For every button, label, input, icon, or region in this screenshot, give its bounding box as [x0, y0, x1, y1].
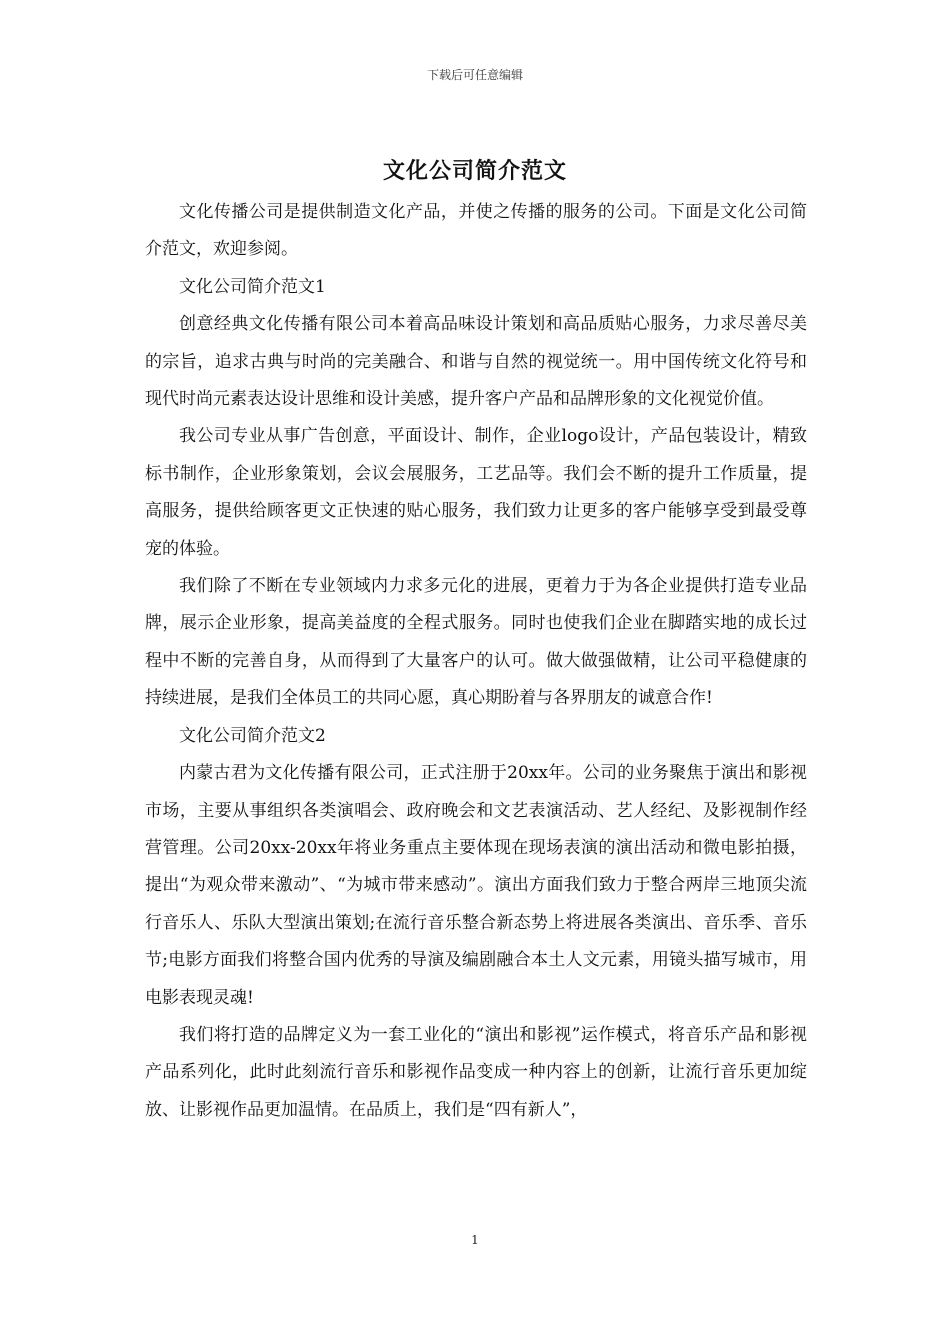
section-heading-1: 文化公司简介范文1: [179, 276, 326, 297]
page-number: 1: [471, 1233, 479, 1247]
paragraph: 我们将打造的品牌定义为一套工业化的“演出和影视”运作模式，将音乐产品和影视产品系列化，此时此刻流行音乐和影视作品变成一种内容上的创新，让流行音乐更加绽放、让影视作品更加温情。在品质上，我们是“四有新人”，: [145, 1024, 807, 1120]
document-title: 文化公司简介范文: [382, 158, 567, 184]
section-heading-2: 文化公司简介范文2: [179, 725, 326, 746]
paragraph: 创意经典文化传播有限公司本着高品味设计策划和高品质贴心服务，力求尽善尽美的宗旨，追求古典与时尚的完美融合、和谐与自然的视觉统一。用中国传统文化符号和现代时尚元素表达设计思维和设计美感，提升客户产品和品牌形象的文化视觉价值。: [145, 314, 807, 410]
paragraph: 内蒙古君为文化传播有限公司，正式注册于20xx年。公司的业务聚焦于演出和影视市场，主要从事组织各类演唱会、政府晚会和文艺表演活动、艺人经纪、及影视制作经营管理。公司20xx-20xx年将业务重点主要体现在现场表演的演出活动和微电影拍摄，提出“为观众带来激动”、“为城市带来感动”。演出方面我们致力于整合两岸三地顶尖流行音乐人、乐队大型演出策划;在流行音乐整合新态势上将进展各类演出、音乐季、音乐节;电影方面我们将整合国内优秀的导演及编剧融合本土人文元素，用镜头描写城市，用电影表现灵魂!: [145, 763, 807, 1008]
document-body: [145, 194, 807, 1129]
paragraph: 我们除了不断在专业领域内力求多元化的进展，更着力于为各企业提供打造专业品牌，展示企业形象，提高美益度的全程式服务。同时也使我们企业在脚踏实地的成长过程中不断的完善自身，从而得到了大量客户的认可。做大做强做精，让公司平稳健康的持续进展，是我们全体员工的共同心愿，真心期盼着与各界朋友的诚意合作!: [145, 576, 807, 709]
paragraph-intro: 文化传播公司是提供制造文化产品，并使之传播的服务的公司。下面是文化公司简介范文，欢迎参阅。: [145, 202, 807, 260]
paragraph: 我公司专业从事广告创意，平面设计、制作，企业logo设计，产品包装设计，精致标书制作，企业形象策划，会议会展服务，工艺品等。我们会不断的提升工作质量，提高服务，提供给顾客更文正快速的贴心服务，我们致力让更多的客户能够享受到最受尊宠的体验。: [145, 426, 807, 559]
header-note: 下载后可任意编辑: [426, 68, 523, 82]
